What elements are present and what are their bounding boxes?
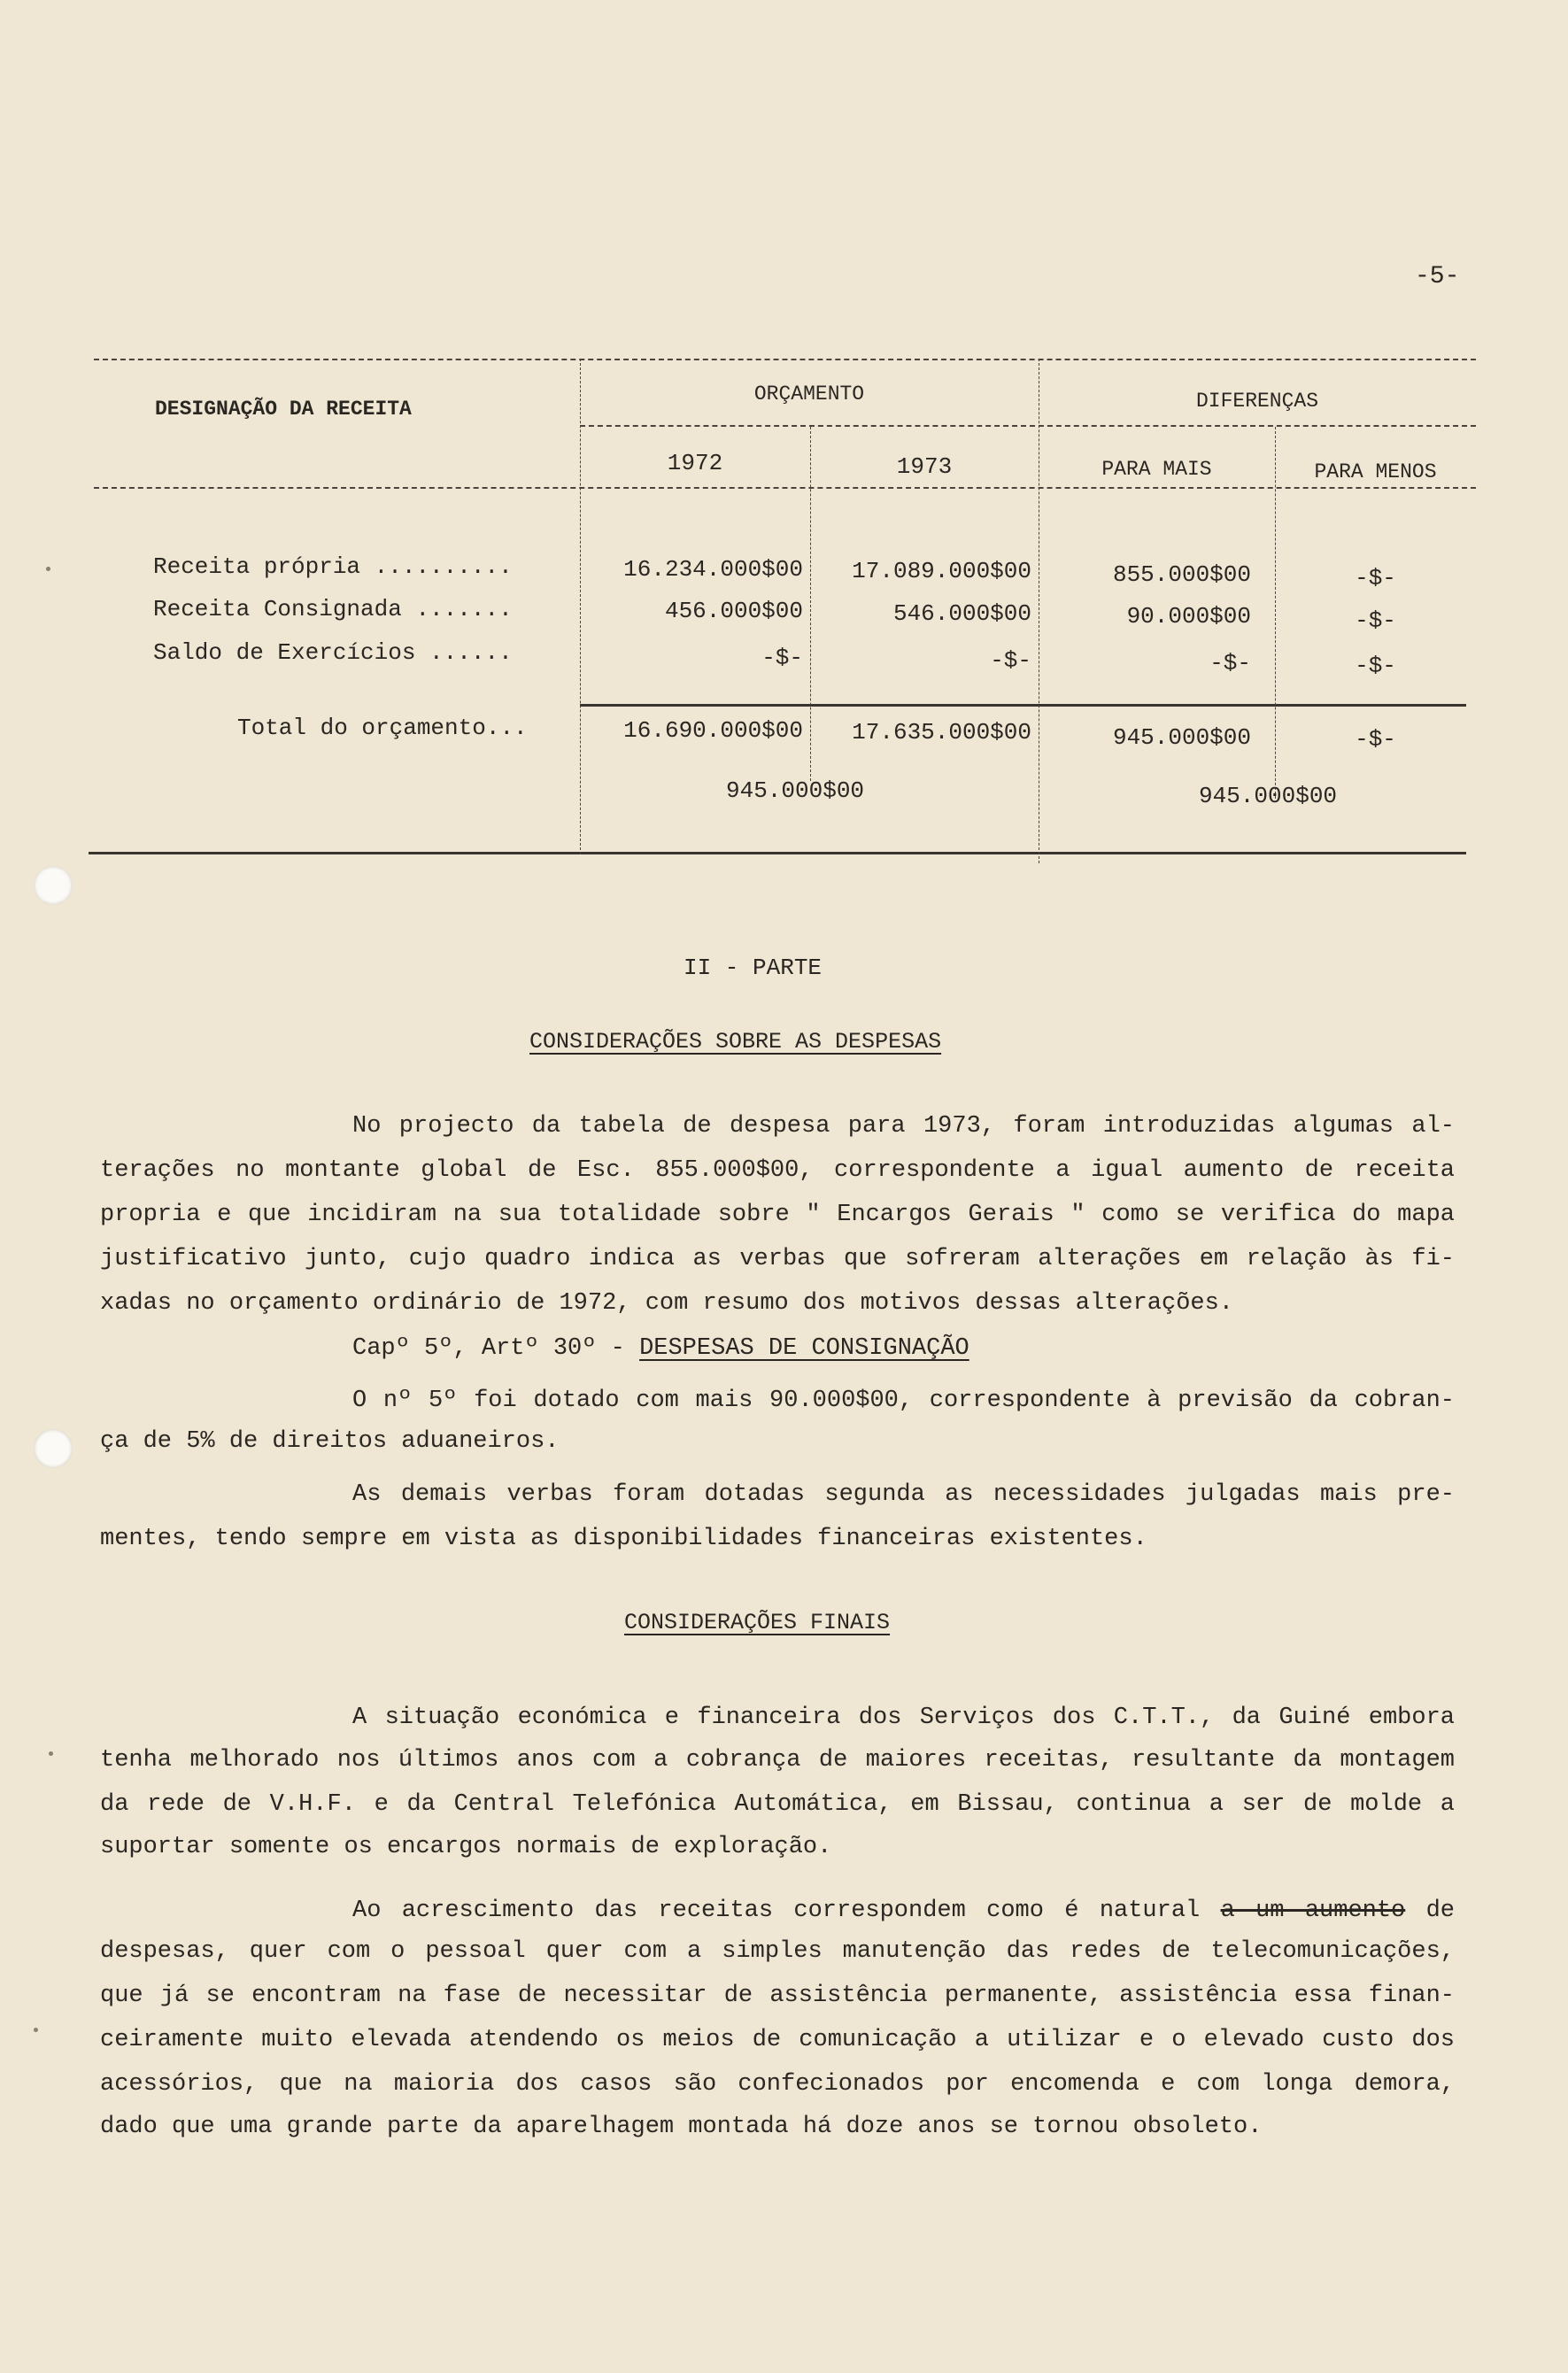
row-label: Receita Consignada ....... (153, 596, 513, 622)
cell-plus: 855.000$00 (1112, 561, 1251, 588)
total-minus: -$- (1355, 726, 1396, 753)
text-line: terações no montante global de Esc. 855.000$00, correspondente a igual aumento de receita (100, 1157, 1455, 1184)
total-1972: 16.690.000$00 (623, 717, 803, 744)
total-label: Total do orçamento... (237, 715, 528, 741)
header-plus: PARA MAIS (1101, 458, 1212, 481)
chapter-prefix: Capº 5º, Artº 30º - (352, 1335, 625, 1362)
cell-minus: -$- (1355, 607, 1396, 634)
budget-difference: 945.000$00 (726, 777, 865, 804)
cell-1972: 16.234.000$00 (623, 556, 803, 583)
text-line: tenha melhorado nos últimos anos com a cobrança de maiores receitas, resultante da montagem (100, 1747, 1455, 1774)
chapter-reference (352, 1335, 969, 1362)
margin-mark (34, 2028, 38, 2032)
text-line: acessórios, que na maioria dos casos são confecionados por encomenda e com longa demora, (100, 2071, 1455, 2098)
page-number: -5- (1415, 263, 1460, 290)
cell-1972: 456.000$00 (664, 598, 803, 624)
section-heading-final: CONSIDERAÇÕES FINAIS (624, 1610, 891, 1635)
row-label: Receita própria .......... (153, 553, 513, 580)
total-plus: 945.000$00 (1112, 724, 1251, 751)
part-title: II - PARTE (684, 955, 823, 981)
text-line: mentes, tendo sempre em vista as disponibilidades financeiras existentes. (100, 1526, 1147, 1552)
margin-mark (49, 1751, 53, 1756)
text-line: dado que uma grande parte da aparelhagem montada há doze anos se tornou obsoleto. (100, 2114, 1263, 2140)
text-line: O nº 5º foi dotado com mais 90.000$00, correspondente à previsão da cobran- (352, 1387, 1455, 1414)
text-line: justificativo junto, cujo quadro indica as verbas que sofreram alterações em relação às fi- (100, 1246, 1455, 1272)
cell-1973: -$- (990, 647, 1031, 674)
header-designation: DESIGNAÇÃO DA RECEITA (155, 398, 412, 421)
cell-minus: -$- (1355, 565, 1396, 591)
header-minus: PARA MENOS (1314, 460, 1437, 483)
punch-hole (34, 1429, 73, 1468)
text-line: da rede de V.H.F. e da Central Telefónica Automática, em Bissau, continua a ser de molde a (100, 1791, 1455, 1818)
text-line: ça de 5% de direitos aduaneiros. (100, 1428, 560, 1455)
text-line: xadas no orçamento ordinário de 1972, com resumo dos motivos dessas alterações. (100, 1290, 1234, 1317)
text-line: suportar somente os encargos normais de exploração. (100, 1834, 832, 1860)
cell-plus: -$- (1209, 650, 1251, 676)
text-line: A situação económica e financeira dos Serviços dos C.T.T., da Guiné embora (352, 1704, 1455, 1731)
cell-plus: 90.000$00 (1126, 603, 1251, 630)
cell-1973: 546.000$00 (892, 600, 1031, 627)
row-label: Saldo de Exercícios ...... (153, 639, 513, 666)
text-line: ceiramente muito elevada atendendo os meios de comunicação a utilizar e o elevado custo dos (100, 2027, 1455, 2053)
struck-text: a um aumento (1220, 1898, 1406, 1924)
cell-1973: 17.089.000$00 (852, 558, 1031, 584)
text-line: despesas, quer com o pessoal quer com a simples manutenção das redes de telecomunicações, (100, 1938, 1455, 1965)
header-1972: 1972 (667, 450, 723, 476)
cell-1972: -$- (761, 645, 803, 671)
chapter-title: DESPESAS DE CONSIGNAÇÃO (639, 1335, 969, 1362)
section-heading-expenses: CONSIDERAÇÕES SOBRE AS DESPESAS (529, 1029, 942, 1055)
differences-total: 945.000$00 (1199, 783, 1338, 809)
text-fragment: de (1425, 1898, 1456, 1924)
text-line: No projecto da tabela de despesa para 1973, foram introduzidas algumas al- (352, 1113, 1455, 1140)
text-line: que já se encontram na fase de necessitar de assistência permanente, assistência essa finan- (100, 1983, 1455, 2009)
total-1973: 17.635.000$00 (852, 719, 1031, 746)
margin-mark (46, 567, 50, 571)
cell-minus: -$- (1355, 653, 1396, 679)
text-fragment: Ao acrescimento das receitas correspondem como é natural (352, 1898, 1201, 1924)
header-1973: 1973 (896, 453, 953, 480)
punch-hole (34, 866, 73, 905)
header-budget: ORÇAMENTO (753, 383, 865, 406)
text-line: propria e que incidiram na sua totalidade sobre " Encargos Gerais " como se verifica do mapa (100, 1202, 1455, 1228)
header-differences: DIFERENÇAS (1195, 390, 1319, 413)
text-line (352, 1897, 1455, 1925)
text-line: As demais verbas foram dotadas segunda as necessidades julgadas mais pre- (352, 1481, 1455, 1508)
